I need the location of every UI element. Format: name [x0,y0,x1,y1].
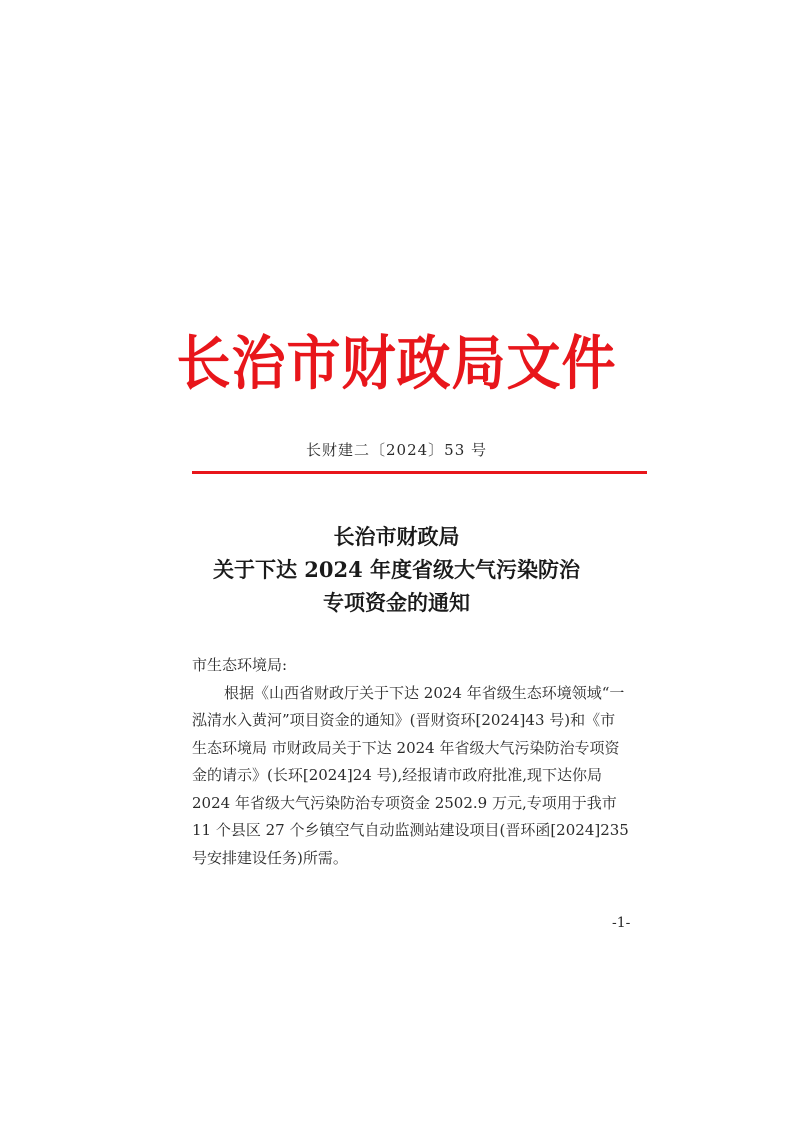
body-line: 金的请示》(长环[2024]24 号),经报请市政府批准,现下达你局 [192,766,602,784]
body-line: 根据《山西省财政厅关于下达 2024 年省级生态环境领域“一 [224,683,625,702]
body-line: 号安排建设任务)所需。 [192,848,348,867]
title-line: 关于下达 2024 年度省级大气污染防治 [212,557,581,582]
masthead-title: 长治市财政局文件 [176,328,617,398]
body-line: 2024 年省级大气污染防治专项资金 2502.9 万元,专项用于我市 [192,793,617,812]
page-number: -1- [612,915,631,931]
document-number: 长财建二〔2024〕53 号 [305,441,488,459]
recipient-line: 市生态环境局: [192,656,288,674]
title-line: 长治市财政局 [333,524,460,549]
body-line: 泓清水入黄河”项目资金的通知》(晋财资环[2024]43 号)和《市 [192,711,616,729]
notice-body [192,652,652,872]
body-line: 11 个县区 27 个乡镇空气自动监测站建设项目(晋环函[2024]235 [192,821,629,839]
body-line: 生态环境局 市财政局关于下达 2024 年省级大气污染防治专项资 [192,738,620,757]
red-divider-line [192,471,647,474]
body-paragraph [192,680,652,873]
notice-title [0,520,793,619]
title-line: 专项资金的通知 [323,590,470,615]
